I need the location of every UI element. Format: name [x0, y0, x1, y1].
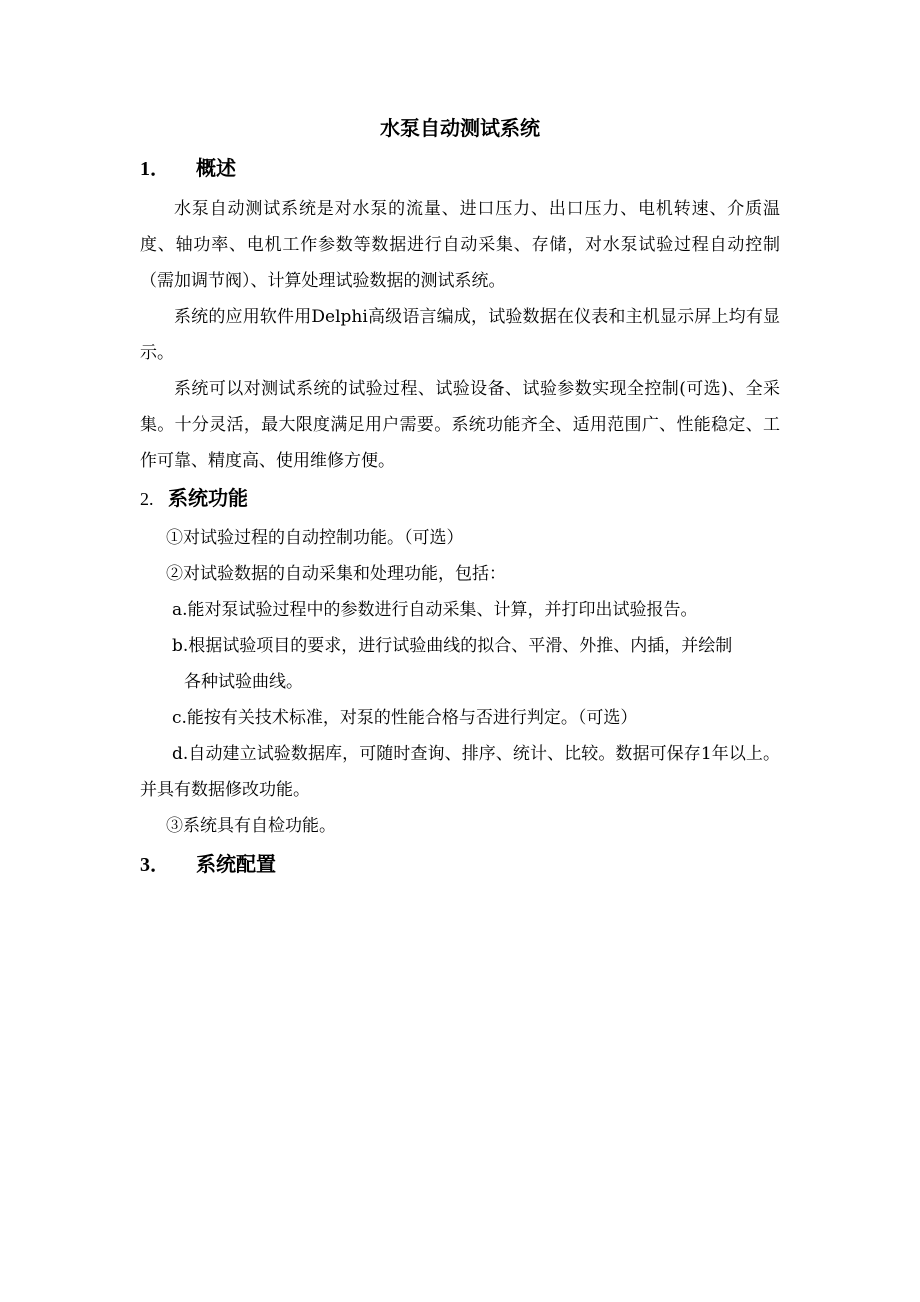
- section-1-heading: [140, 154, 236, 183]
- section-3-heading: [140, 850, 276, 879]
- section-2-heading: [140, 484, 248, 513]
- function-item-c: c.能按有关技术标准，对泵的性能合格与否进行判定。（可选）: [172, 708, 638, 728]
- function-item-3: ③系统具有自检功能。: [166, 816, 336, 836]
- section-1-number: 1．: [140, 158, 170, 180]
- section-2-number: 2.: [140, 489, 154, 509]
- section-2-title: 系统功能: [168, 486, 248, 510]
- function-item-a: a.能对泵试验过程中的参数进行自动采集、计算，并打印出试验报告。: [172, 600, 698, 620]
- function-item-2: ②对试验数据的自动采集和处理功能，包括：: [166, 564, 506, 584]
- section-3-number: 3．: [140, 854, 170, 876]
- function-item-b: b.根据试验项目的要求，进行试验曲线的拟合、平滑、外推、内插，并绘制: [172, 636, 733, 656]
- overview-paragraph-3: 系统可以对测试系统的试验过程、试验设备、试验参数实现全控制(可选)、全采集。十分灵活，最大限度满足用户需要。系统功能齐全、适用范围广、性能稳定、工作可靠、精度高、使用维修方便。: [140, 379, 780, 471]
- section-3-title: 系统配置: [196, 852, 276, 876]
- overview-paragraph-2: 系统的应用软件用Delphi高级语言编成，试验数据在仪表和主机显示屏上均有显示。: [140, 307, 780, 363]
- overview-paragraph-1: 水泵自动测试系统是对水泵的流量、进口压力、出口压力、电机转速、介质温度、轴功率、电机工作参数等数据进行自动采集、存储，对水泵试验过程自动控制（需加调节阀）、计算处理试验数据的测试系统。: [140, 199, 780, 291]
- function-item-1: ①对试验过程的自动控制功能。（可选）: [166, 528, 464, 548]
- function-item-d: d.自动建立试验数据库，可随时查询、排序、统计、比较。数据可保存1年以上。并具有数据修改功能。: [140, 744, 780, 800]
- document-title: 水泵自动测试系统: [380, 116, 540, 140]
- function-item-b-continued: 各种试验曲线。: [184, 672, 303, 692]
- section-1-title: 概述: [196, 156, 236, 180]
